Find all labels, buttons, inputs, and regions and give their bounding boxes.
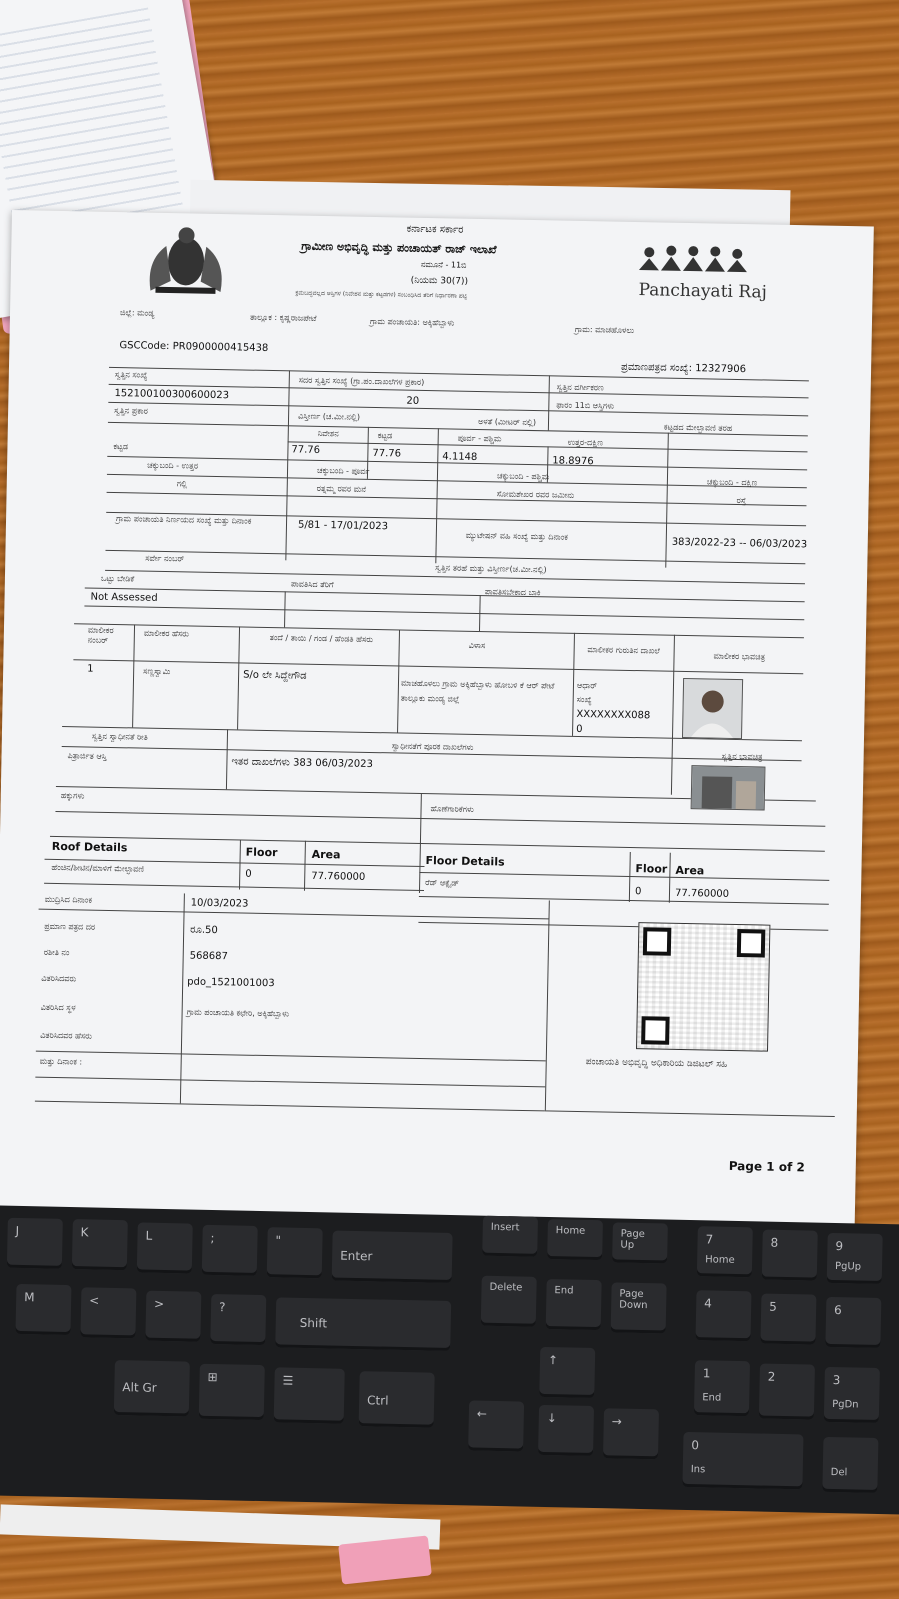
pink-object — [338, 1535, 432, 1584]
gsc-code: GSCCode: PR0900000415438 — [119, 340, 269, 354]
key-num3: 3 — [824, 1367, 880, 1423]
property-id-value: 152100100300600023 — [114, 388, 230, 402]
key-page-up: Page Up — [612, 1222, 668, 1263]
address-label: ವಿಳಾಸ — [468, 640, 486, 651]
building-label: ಕಟ್ಟಡ — [377, 431, 393, 441]
assessment-label: ಸದರ ಸ್ವತ್ತಿನ ಸಂಖ್ಯೆ (ಗ್ರಾ.ಪಂ.ದಾಖಲೆಗಳ ಪ್ರಕಾರ) — [298, 375, 425, 387]
village: ಗ್ರಾಮ: ಮಾಚಹೊಳಲು — [574, 324, 635, 335]
dims-label: ಅಳತೆ (ಮೀಟರ್ ನಲ್ಲಿ) — [477, 416, 537, 428]
key-num5: 5 — [760, 1294, 816, 1345]
resolution-label: ಗ್ರಾಮ ಪಂಚಾಯತಿ ನಿರ್ಣಯದ ಸಂಖ್ಯೆ ಮತ್ತು ದಿನಾಂಕ — [116, 514, 252, 526]
id-proof-number: XXXXXXXX088 — [576, 708, 651, 722]
key-del: Del — [822, 1437, 878, 1493]
menu-key-icon: ☰ — [274, 1367, 345, 1423]
district: ಜಿಲ್ಲೆ: ಮಂಡ್ಯ — [119, 308, 155, 318]
property-photo — [691, 765, 766, 810]
and-date-label: ಮತ್ತು ದಿನಾಂಕ : — [39, 1056, 83, 1067]
key-ctrl: Ctrl — [359, 1371, 435, 1428]
floor-floor-header: Floor — [635, 862, 668, 876]
property-certificate — [0, 210, 874, 1251]
key-less-than: < — [80, 1287, 136, 1338]
key-num0: 0 — [682, 1432, 803, 1490]
floor-title: Floor Details — [425, 854, 505, 869]
ownership-mode-value: ಪಿತ್ರಾರ್ಜಿತ ಆಸ್ತಿ — [67, 751, 107, 761]
boundary-north-value: ಗಲ್ಲಿ — [176, 479, 188, 489]
east-west-label: ಪೂರ್ವ - ಪಶ್ಚಿಮ — [457, 433, 502, 444]
mutation-value: 383/2022-23 -- 06/03/2023 — [671, 536, 808, 551]
owner-photo — [682, 678, 743, 739]
gov-title: ಕರ್ನಾಟಕ ಸರ್ಕಾರ — [406, 223, 464, 236]
owner-photo-label: ಮಾಲೀಕರ ಭಾವಚಿತ್ರ — [713, 651, 766, 662]
site-value: 77.76 — [291, 444, 321, 456]
boundary-west-value: ಸೋಮಶೇಖರ ರವರ ಜಮೀನು — [496, 489, 575, 500]
liabilities-label: ಹೊಣೆಗಾರಿಕೆಗಳು — [430, 804, 474, 814]
key-alt-gr: Alt Gr — [114, 1360, 190, 1417]
fee: ರೂ.50 — [190, 924, 218, 937]
boundary-south-label: ಚಕ್ಕುಬಂದಿ - ದಕ್ಷಿಣ — [706, 477, 758, 488]
gram-panchayat: ಗ್ರಾಮ ಪಂಚಾಯತಿ: ಅಕ್ಕಿಹೆಬ್ಬಾಳು — [369, 316, 455, 328]
receipt-label: ರಶೀತಿ ನಂ — [43, 947, 70, 958]
ownership-docs-value: ಇತರ ದಾಖಲೆಗಳು 383 06/03/2023 — [231, 756, 374, 771]
owner-no-label: ಮಾಲೀಕರ ನಂಬರ್ — [87, 625, 114, 645]
floor-area-header: Area — [675, 863, 705, 878]
issuer: pdo_1521001003 — [187, 976, 275, 990]
usage-label: ಕಟ್ಟಡದ ಮೇಲ್ಛಾವಣಿ ತರಹ — [663, 422, 733, 433]
id-proof-a: ಆಧಾರ್ — [576, 680, 598, 691]
ownership-docs-label: ಸ್ವಾಧೀನತೆಗೆ ಪೂರಕ ದಾಖಲೆಗಳು — [391, 741, 474, 752]
building-value: 77.76 — [372, 447, 402, 460]
key-num7-home: Home — [705, 1254, 735, 1266]
key-m: M — [15, 1284, 71, 1335]
receipt-number: 568687 — [189, 950, 228, 963]
boundary-east-value: ರತ್ನಮ್ಮ ರವರ ಮನೆ — [316, 483, 367, 494]
ownership-mode-label: ಸ್ವತ್ತಿನ ಸ್ವಾಧೀನತೆ ರೀತಿ — [91, 731, 148, 742]
panchayati-raj-text: Panchayati Raj — [638, 280, 768, 303]
owner-name: ಸಣ್ಣಸ್ವಾಮಿ — [143, 666, 171, 677]
fee-label: ಪ್ರಮಾಣ ಪತ್ರದ ದರ — [44, 921, 96, 932]
dept-title: ಗ್ರಾಮೀಣ ಅಭಿವೃದ್ಧಿ ಮತ್ತು ಪಂಚಾಯತ್ ರಾಜ್ ಇಲಾಖೆ — [301, 239, 497, 257]
owner-name-label: ಮಾಲೀಕರ ಹೆಸರು — [143, 628, 190, 639]
boundary-south-value: ರಸ್ತೆ — [736, 495, 747, 506]
floor-type: ರೆಡ್ ಆಕ್ಸೈಡ್ — [425, 878, 460, 888]
type-value: ಕಟ್ಟಡ — [113, 441, 129, 452]
id-proof-label: ಮಾಲೀಕರ ಗುರುತಿನ ದಾಖಲೆ — [587, 645, 660, 656]
key-num9-pgup: PgUp — [834, 1261, 862, 1273]
print-date-label: ಮುದ್ರಿಸಿದ ದಿನಾಂಕ — [44, 894, 93, 905]
karnataka-emblem-icon — [130, 220, 241, 300]
north-south-label: ಉತ್ತರ-ದಕ್ಷಿಣ — [567, 437, 604, 448]
boundary-east-label: ಚಕ್ಕುಬಂದಿ - ಪೂರ್ವ — [316, 465, 370, 476]
east-west-value: 4.1148 — [442, 451, 478, 463]
place: ಗ್ರಾಮ ಪಂಚಾಯತಿ ಕಛೇರಿ, ಅಕ್ಕಿಹೆಬ್ಬಾಳು — [186, 1007, 290, 1019]
roof-type: ಹೆಂಚಿನ/ಶೀಟಿನ/ಮಾಳಿಗೆ ಮೇಲ್ಛಾವಣಿ — [51, 862, 145, 874]
type-label: ಸ್ವತ್ತಿನ ಪ್ರಕಾರ — [114, 405, 148, 416]
resolution-value: 5/81 - 17/01/2023 — [297, 519, 389, 533]
key-k: K — [72, 1219, 128, 1270]
digital-signature-label: ಪಂಚಾಯತಿ ಅಭಿವೃದ್ಧಿ ಅಧಿಕಾರಿಯ ಡಿಜಿಟಲ್ ಸಹಿ — [585, 1057, 728, 1070]
key-num6: 6 — [825, 1297, 881, 1348]
roof-area-header: Area — [311, 847, 341, 862]
key-quote: " — [267, 1227, 323, 1278]
survey-type-label: ಸ್ವತ್ತಿನ ತರಹೆ ಮತ್ತು ವಿಸ್ತೀರ್ಣ(ಚ.ಮೀ.ನಲ್ಲಿ) — [435, 563, 547, 575]
rights-label: ಹಕ್ಕುಗಳು — [60, 791, 85, 801]
due-label: ಪಾವತಿಸಬೇಕಾದ ಬಾಕಿ — [484, 587, 541, 598]
owner-address: ಮಾಚಹೊಳಲು ಗ್ರಾಮ ಅಕ್ಕಿಹೆಬ್ಬಾಳು ಹೋಬಳಿ ಕೆ ಆರ್ ಪೇಟೆ ತಾಲ್ಲೂಕು ಮಂಡ್ಯ ಜಿಲ್ಲೆ — [400, 678, 555, 704]
roof-floor: 0 — [245, 868, 252, 880]
qr-code — [636, 922, 770, 1052]
certificate-number: ಪ್ರಮಾಣಪತ್ರದ ಸಂಖ್ಯೆ: 12327906 — [620, 361, 747, 376]
survey-label: ಸರ್ವೇ ನಂಬರ್ — [145, 553, 185, 564]
relation-label: ತಂದೆ / ತಾಯಿ / ಗಂಡ / ಹೆಂಡತಿ ಹೆಸರು — [269, 633, 374, 645]
north-south-value: 18.8976 — [552, 455, 594, 468]
taluk: ತಾಲ್ಲೂಕ : ಕೃಷ್ಣರಾಜಪೇಟೆ — [249, 312, 317, 323]
key-num9: 9 — [827, 1233, 883, 1284]
property-photo-label: ಸ್ವತ್ತಿನ ಭಾವಚಿತ್ರ — [721, 751, 763, 762]
key-num4: 4 — [695, 1290, 751, 1341]
down-arrow-icon: ↓ — [538, 1405, 594, 1456]
form-subtitle: ಕ್ರಮಬದ್ಧವಲ್ಲದ ಆಸ್ತಿಗಳ (ನಿವೇಶನ ಮತ್ತು ಕಟ್ಟಡಗಳ) ಸಂಬಂಧಿಸಿದ ತೆರಿಗೆ ನಿರ್ಧಾರಣಾ ಪಟ್ಟಿ — [295, 289, 468, 300]
key-num1-end: End — [702, 1392, 722, 1404]
windows-key-icon: ⊞ — [199, 1364, 265, 1420]
issuer-name-label: ವಿತರಿಸಿದವರ ಹೆಸರು — [40, 1030, 93, 1041]
roof-floor-header: Floor — [245, 845, 278, 860]
id-proof-d: 0 — [576, 723, 583, 736]
assessment-value: 20 — [406, 395, 420, 407]
issuer-label: ವಿತರಿಸಿದವರು — [41, 973, 77, 984]
floor-floor: 0 — [634, 886, 642, 898]
up-arrow-icon: ↑ — [539, 1347, 595, 1398]
boundary-north-label: ಚಕ್ಕುಬಂದಿ - ಉತ್ತರ — [147, 460, 199, 471]
key-num2: 2 — [759, 1363, 815, 1419]
key-l: L — [137, 1222, 193, 1273]
keyboard — [0, 1206, 899, 1515]
rule-number: (ನಿಯಮ 30(7)) — [410, 275, 469, 287]
roof-area: 77.760000 — [311, 870, 366, 883]
mutation-label: ಮ್ಯುಟೇಷನ್ ವಹಿ ಸಂಖ್ಯೆ ಮತ್ತು ದಿನಾಂಕ — [465, 530, 569, 542]
demand-value: Not Assessed — [90, 591, 158, 604]
key-num7: 7 — [697, 1226, 753, 1277]
page-number: Page 1 of 2 — [728, 1158, 805, 1175]
key-page-down: Page Down — [611, 1282, 667, 1333]
key-shift: Shift — [275, 1297, 451, 1351]
owner-relation: S/o ಲೇ ಸಿದ್ದೇಗೌಡ — [243, 669, 307, 682]
form-number: ನಮೂನೆ - 11ಬಿ — [420, 259, 467, 270]
boundary-west-label: ಚಕ್ಕುಬಂದಿ - ಪಶ್ಚಿಮ — [496, 471, 550, 482]
key-enter: Enter — [332, 1231, 453, 1284]
key-num3-pgdn: PgDn — [832, 1399, 859, 1411]
place-label: ವಿತರಿಸಿದ ಸ್ಥಳ — [40, 1002, 76, 1013]
floor-area: 77.760000 — [674, 887, 730, 900]
property-id-label: ಸ್ವತ್ತಿನ ಸಂಖ್ಯೆ — [114, 370, 148, 380]
key-end: End — [546, 1279, 602, 1330]
key-question: ? — [210, 1294, 266, 1345]
key-delete: Delete — [481, 1276, 537, 1327]
right-arrow-icon: → — [603, 1408, 659, 1459]
owner-no: 1 — [87, 663, 94, 675]
class-value: ಫಾರಂ 11ಬಿ ಆಸ್ತಿಗಳು — [556, 400, 615, 411]
id-proof-b: ಸಂಖ್ಯೆ — [576, 694, 592, 705]
class-label: ಸ್ವತ್ತಿನ ವರ್ಗೀಕರಣ — [556, 382, 604, 393]
demand-label: ಒಟ್ಟು ಬೇಡಿಕೆ — [100, 573, 135, 584]
key-semicolon: ; — [202, 1225, 258, 1276]
site-label: ನಿವೇಶನ — [317, 428, 339, 439]
key-num1: 1 — [694, 1360, 750, 1416]
paid-tax-label: ಪಾವತಿಸಿದ ತೆರಿಗೆ — [290, 579, 334, 590]
key-insert: Insert — [482, 1216, 538, 1257]
print-date: 10/03/2023 — [190, 897, 249, 910]
left-arrow-icon: ← — [468, 1400, 524, 1451]
area-label: ವಿಸ್ತೀರ್ಣ (ಚ.ಮೀ.ನಲ್ಲಿ) — [298, 411, 361, 422]
key-num8: 8 — [762, 1230, 818, 1281]
key-home: Home — [547, 1219, 603, 1260]
roof-title: Roof Details — [51, 839, 128, 855]
key-num0-ins: Ins — [690, 1464, 706, 1476]
key-j: J — [7, 1218, 63, 1269]
key-greater-than: > — [145, 1291, 201, 1342]
